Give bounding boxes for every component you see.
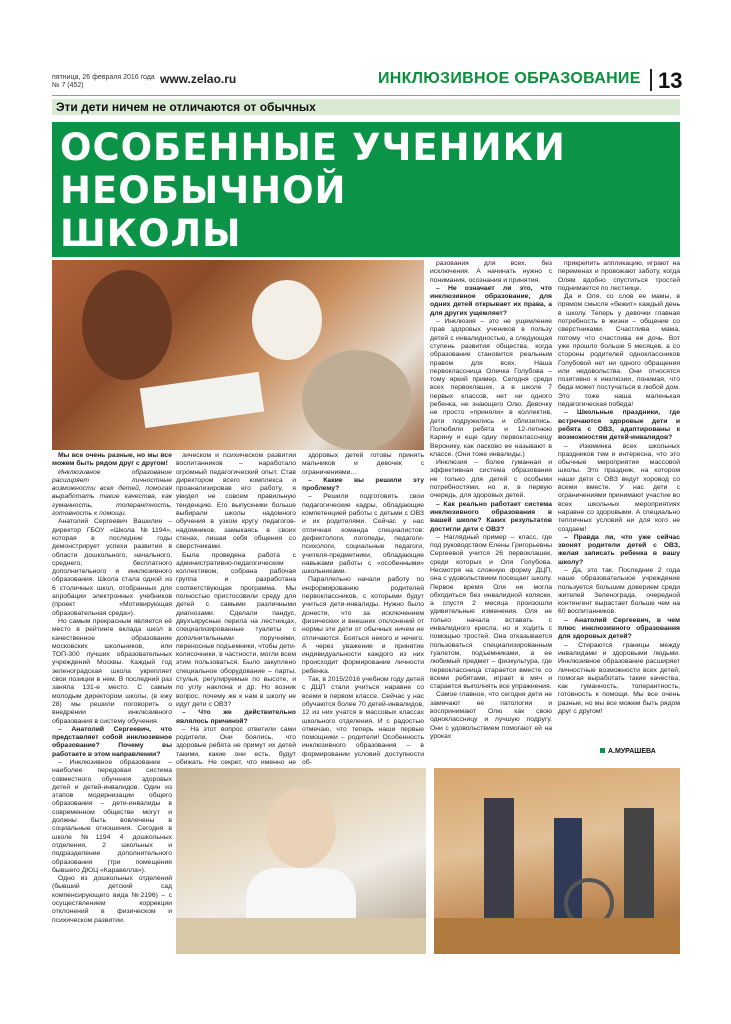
photo-teacher-and-students	[52, 260, 424, 450]
article-paragraph: зическом и психическом развитии воспитанников – наработало огромный педагогический опыт. Став директором всего комплекса и проанализировав его работу, я увидел не совсем правильную тенденцию. Его выпускники больше выбирали школы надомного обучения в узком кругу педагогов-надомников, замыкаясь в своих стенах, лишая себя общения со сверстниками.	[176, 452, 296, 551]
article-paragraph: – Стираются границы между инвалидами и здоровыми людьми. Инклюзивное образование расширяет личностные возможности всех детей, помогая выработать такие качества, как гуманность, толерантность, готовность к помощи. Мы все очень разные, но мы все можем быть рядом друг с другом!	[558, 641, 680, 716]
article-paragraph: здоровых детей готовы принять мальчиков и девочек с ограничениями...	[302, 452, 424, 476]
article-paragraph: – На этот вопрос ответили сами родители. Они боялись, что здоровые ребята не примут их детей такими, какие они есть, будут обижать. Не секрет, что именно не	[176, 725, 296, 766]
article-paragraph: – Да, это так. Последние 2 года наше образовательное учреждение пользуется большим доверием среди жителей Зеленограда, очередной контингент вырастает больше чем на 60 воспитанников.	[558, 566, 680, 616]
photo-figure-girl	[252, 280, 322, 360]
article-paragraph: Самое главное, что сегодня дети не замечают ее патологии и воспринимают Олю как свою одноклассницу и лучшую подругу. Они с удовольствием помогают ей на уроках	[430, 691, 552, 740]
article-column-1	[52, 452, 172, 954]
article-paragraph: – Наглядный пример – класс, где под руководством Елены Григорьевны Сергеевой учится 26 первоклашек, среди которых и Оля Голубова. Несмотря на сложную форму ДЦП, она с удовольствием посещает школу. Первое время Оля не могла обходиться без инвалидной коляски, а спустя 2 месяца произошли удивительные изменения. Оля не только начала вставать с инвалидного кресла, но и ходить с помощью тростей. Она отказывается пользоваться специализированным туалетом, подъемниками, а ее любимый предмет – физкультура, где первоклассница старается вместе со всеми ребятами, играет в мяч и старается выполнять все упражнения.	[430, 533, 552, 691]
author-mark-icon	[600, 748, 605, 753]
header-rule	[52, 95, 680, 96]
issue-date: пятница, 26 февраля 2016 года	[52, 74, 155, 81]
article-paragraph: Параллельно начали работу по информированию родителей первоклассников, с которыми будут учиться дети-инвалиды. Нужно было донести, что за исключением физических и внешних отклонений от нормы эти дети от обычных ничем не отличаются. Бояться некого и нечего. А через уважение и принятие индивидуальности каждого из них происходит формирование личности ребенка.	[302, 576, 424, 675]
article-paragraph: – Решили подготовить свои педагогические кадры, обладающие компетенцией работы с детьми с ОВЗ и их родителями. Сейчас у нас отличная команда специалистов: дефектологи, логопеды, педагоги-психологи, социальные педагоги, учителя-предметники, обладающие навыками работы с «особенными» школьниками.	[302, 493, 424, 576]
issue-info	[52, 74, 155, 90]
issue-number: № 7 (452)	[52, 82, 84, 89]
site-url[interactable]: www.zelao.ru	[160, 72, 237, 86]
article-paragraph: Инклюзивное образование расширяет личностные возможности всех детей, помогая выработать такие качества, как гуманность, толерантность, готовность к помощи.	[52, 468, 172, 518]
article-column-3	[302, 452, 424, 765]
photo-figure-student-1	[484, 798, 514, 928]
photo-figure-girl-face	[266, 788, 336, 868]
interview-question: – Правда ли, что уже сейчас звонят родители детей с ОВЗ, желая записать ребенка в вашу школу?	[558, 533, 680, 566]
header-divider	[650, 69, 652, 91]
headline: ОСОБЕННЫЕ УЧЕНИКИ НЕОБЫЧНОЙ ШКОЛЫ	[60, 126, 566, 255]
article-paragraph: – Инклюзия – это не ущемление прав здоровых учеников в пользу детей с инвалидностью, а следующая ступень развития общества, когда образование становится реальным правом для всех. Наша первоклассница Олечка Голубова – тому яркий пример. Сегодня среди всех первоклашек, а в школе 7 первых классов, нет ни одного ребенка, не знающего Олю. Девочку не просто «приняли» в коллектив, дети подружились и сблизились. Полюбили ребята и 12-летнюю Карину и еще одну первоклассницу Веронику, как ласково ее называют в классе. (Они тоже инвалиды.)	[430, 318, 552, 458]
article-paragraph: Мы все очень разные, но мы все можем быть рядом друг с другом!	[52, 452, 172, 468]
article-paragraph: Была проведена работа с административно-педагогическим коллективом, собрана рабочая группа и разработана соответствующая программа. Мы полностью пристосовили среду для детей с самыми различными диагнозами. Сделали пандус, двухъярусные перила на лестницах, специализированные туалеты с дополнительными поручнями, переносные подъемники, чтобы дети-колясочники, в частности, могли всем этим пользоваться. Было закуплено специальное оборудование – парты, стулья, регулируемые по высоте, и по углу наклона и др. Но возник вопрос, почему же к нам в школу не идут дети с ОВЗ?	[176, 551, 296, 708]
page-number: 13	[658, 68, 683, 93]
author-byline	[600, 748, 656, 755]
article-paragraph: Одно из дошкольных отделений (бывший детский сад компенсирующего вида №2196) – с осуществлением коррекции отклонений в физическом и психическом развитии.	[52, 875, 172, 924]
interview-question: – Не означает ли это, что инклюзивное образование, для одних детей открывает их права, а для других ущемляет?	[430, 284, 552, 317]
article-paragraph: разования для всех, без исключения. А начинать нужно с понимания, осознания и принятия.	[430, 260, 552, 284]
article-paragraph: Инклюзия – более гуманная и эффективная система образования не только для детей с особыми потребностями, но и, в первую очередь, для здоровых детей.	[430, 459, 552, 500]
tagline: Эти дети ничем не отличаются от обычных	[52, 99, 680, 115]
article-paragraph: Но самым прекрасным является её место в рейтинге вклада школ в качественное образование московских школьников, или ТОП-300 лучших образовательных учреждений Москвы. Каждый год зеленоградская школа укрепляет свои позиции в нем. В последний раз заняла 131-е место. С самым молодым директором школы, (в ежу 28) мы решили поговорить о внедрении инклюзивного образования в систему обучения.	[52, 617, 172, 725]
article-paragraph: прикрепить аппликацию, играют на переменах и провожают заботу, когда Олям вдобно спуститься тростей поднимается по лестнице.	[558, 260, 680, 292]
photo-figure-teacher	[82, 270, 172, 380]
interview-question: – Анатолий Сергеевич, в чем плюс инклюзивного образования для здоровых детей?	[558, 616, 680, 641]
photo-desk	[176, 918, 426, 954]
photo-figure-student-3	[624, 808, 654, 928]
photo-desk-paper	[140, 372, 264, 428]
photo-school-corridor	[434, 768, 680, 954]
article-paragraph: Да и Оля, со слов ее мамы, в прямом смысле «бежит» каждый день в школу. Теперь у девочки главная потребность в жизни – общение со сверстниками. Счастлива мама, потому что счастлива ее дочь. Вот уже прошло больше 5 месяцев, а со стороны родителей одноклассников Голубовой нет ни одного обращения или недовольства. Они относятся позитивно к инклюзии, понимая, что беда может постучаться в любой дом. Это тоже наша маленькая педагогическая победа!	[558, 293, 680, 409]
article-column-4	[430, 260, 552, 765]
interview-question: – Какие вы решили эту проблему?	[302, 476, 424, 493]
article-paragraph: Анатолий Сергеевич Вашилин – директор ГБОУ «Школа №1194», которая в последние годы демонстрирует успехи развития в области дошкольного, начального, среднего, бесплатного дополнительного и инклюзивного образования. Школа стала одной из 6 столичных школ, отобранных для апробации электронных учебников (проект «Мотивирующая образовательная среда»).	[52, 518, 172, 617]
photo-floor	[434, 918, 680, 954]
photo-figure-boy	[302, 350, 412, 450]
section-title: ИНКЛЮЗИВНОЕ ОБРАЗОВАНИЕ	[378, 70, 641, 87]
interview-question: – Как реально работает система инклюзивного образования в вашей школе? Каких результатов достигли дети с ОВЗ?	[430, 500, 552, 533]
interview-question: – Анатолий Сергеевич, что представляет собой инклюзивное образование? Почему вы работаете в этом направлении?	[52, 725, 172, 758]
photo-girl-at-desk	[176, 768, 426, 954]
article-column-5	[558, 260, 680, 745]
article-column-2	[176, 452, 296, 765]
article-paragraph: – Инклюзивное образование – наиболее передовая система совместного обучения здоровых детей и детей-инвалидов. Один из этапов модернизации общего образования – дети-инвалиды в современном обществе могут и должны быть вовлечены в социальные отношения. Сегодня в школе №1194 4 дошкольных отделения, 2 школьных и подразделение дополнительного образования (три помещения бывшего ДЮЦ «Каравелла»).	[52, 758, 172, 874]
headline-banner	[52, 122, 680, 257]
article-paragraph: Так, в 2015/2016 учебном году детей с ДЦП стали учиться наравне со всеми в первом классе. Сейчас у нас обучаются более 70 детей-инвалидов, 12 из них учатся в массовых классах школьного отделения. И с радостью отмечаю, что теперь наши первые помощники – родители! Особенность инклюзивного образования – в формировании условий доступности об-	[302, 676, 424, 766]
interview-question: – Что же действительно являлось причиной?	[176, 709, 296, 725]
interview-question: – Школьные праздники, где встречаются здоровые дети и ребята с ОВЗ, адаптированы к возможностям детей-инвалидов?	[558, 409, 680, 442]
article-paragraph: – Изюминка всех школьных праздников тем и интересна, что это обычные мероприятия массовой школы. Это праздник, на котором наши дети с ОВЗ ведут хоровод со всеми вместе. У нас дети с ограничениями принимают участие во всех школьных мероприятиях наравне со здоровыми. А специально тепличных условий ни для кого не создаем!	[558, 442, 680, 533]
author-name: А.МУРАШЕВА	[608, 748, 656, 755]
